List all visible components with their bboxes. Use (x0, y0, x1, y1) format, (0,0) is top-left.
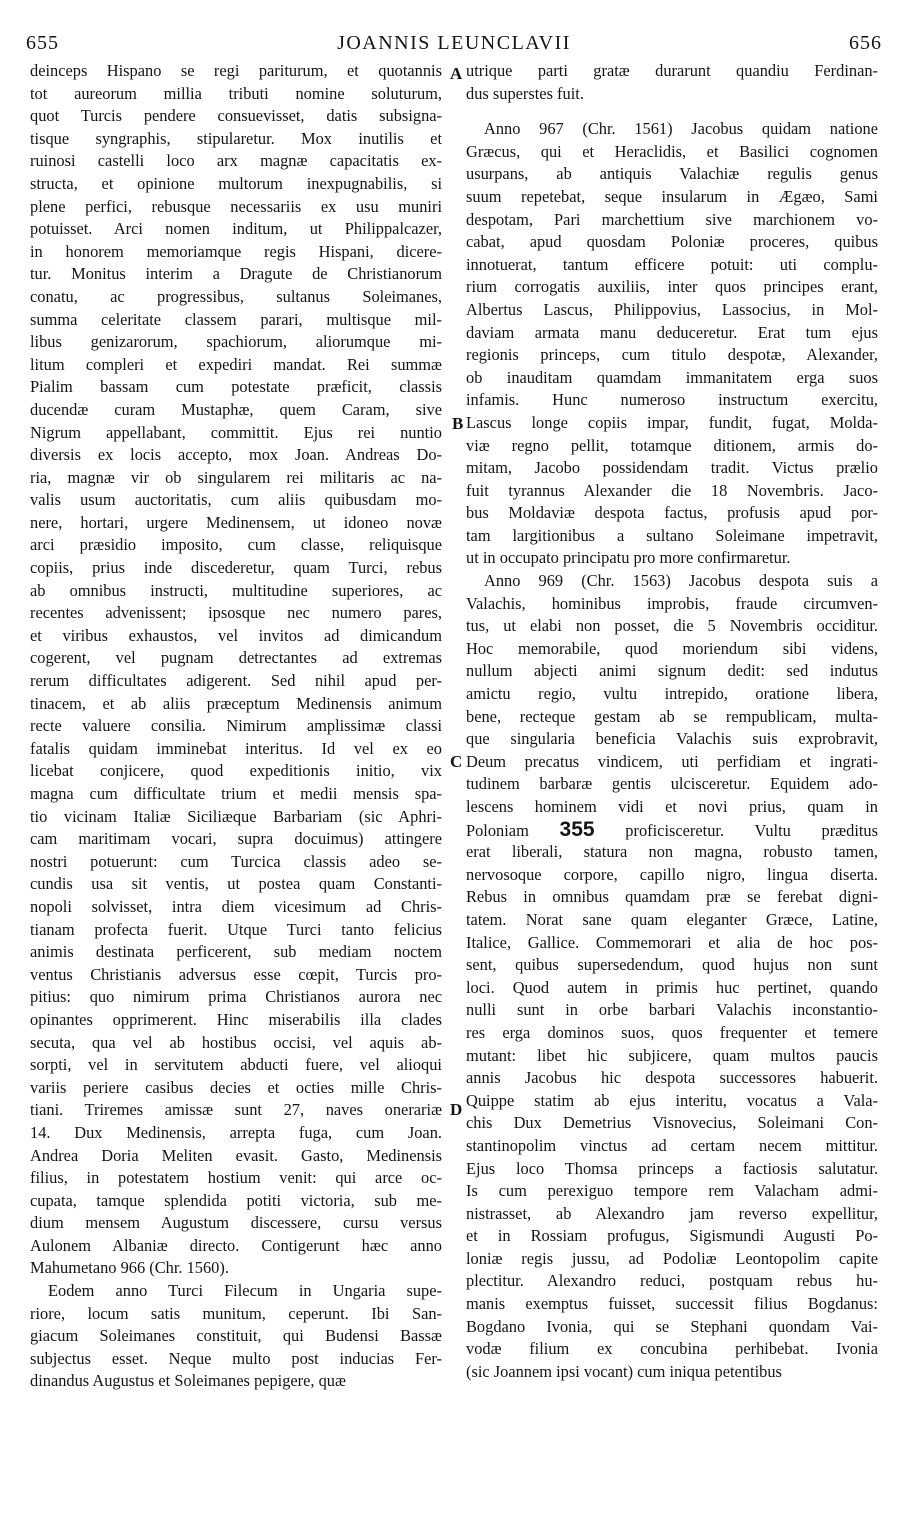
text-line: tio vicinam Italiæ Siciliæque Barbariam (sic Aphri- (30, 806, 442, 826)
text-line: licebat conjicere, quod expeditionis initio, vix (30, 761, 442, 781)
page-number-left: 655 (26, 32, 59, 54)
text-line: filius, in potestatem hostium venit: qui arce oc- (30, 1168, 442, 1188)
text-line: tus, ut elabi non posset, die 5 Novembris occiditur. (466, 616, 878, 636)
text-line: Lascus longe copiis impar, fundit, fugat, Molda- (466, 412, 878, 432)
text-line: variis periere casibus decies et octies mille Chris- (30, 1077, 442, 1097)
text-line: tudinem barbaræ gentis ulcisceretur. Equidem ado- (466, 774, 878, 794)
text-line: dus superstes fuit. (466, 83, 584, 103)
text-line: Bogdano Ivonia, qui se Stephani quondam Vai- (466, 1316, 878, 1336)
text-line: tiani. Triremes amissæ sunt 27, naves onerariæ (30, 1100, 442, 1120)
text-line: opinantes opprimerent. Hinc miserabilis illa clades (30, 1009, 442, 1029)
text-line: Anno 967 (Chr. 1561) Jacobus quidam natione (484, 119, 878, 139)
text-line: Quippe statim ab ejus interitu, vocatus a Vala- (466, 1090, 878, 1110)
text-line: lescens hominem vidi et novi prius, quam in (466, 797, 878, 816)
text-line: amictu regio, vultu intrepido, oratione libera, (466, 684, 878, 704)
text-line: structa, et opinione multorum inexpugnabilis, si (30, 173, 442, 193)
text-line: secuta, qua vel ab hostibus occisi, vel aquis ab- (30, 1032, 442, 1052)
text-line: fatalis quidam imminebat interitus. Id vel ex eo (30, 738, 442, 758)
text-line: Mahumetano 966 (Chr. 1560). (30, 1258, 229, 1278)
text-line: tianam profecta fuerit. Utque Turci tanto felicius (30, 919, 442, 939)
text-line: nostri potuerunt: cum Turcica classis adeo se- (30, 851, 442, 871)
text-line: ob inauditam quamdam immanitatem erga suos (466, 367, 878, 387)
margin-letter-a: A (450, 64, 463, 83)
margin-letter-d: D (450, 1100, 463, 1119)
text-line: viæ regno pellit, totamque ditionem, armis do- (466, 435, 878, 455)
text-line: Poloniam 355 proficisceretur. Vultu præditus (466, 818, 878, 841)
text-line: annis Jacobus hic despota successores habuerit. (466, 1068, 878, 1088)
text-line: ducendæ curam Mustaphæ, quem Caram, sive (30, 399, 442, 419)
text-line: res erga dominos suos, quos frequenter et temere (466, 1022, 878, 1042)
text-line: et viribus exhaustos, vel invitos ad dimicandum (30, 625, 442, 645)
text-line: potuisset. Arci nomen inditum, ut Philippalcazer, (30, 219, 442, 239)
text-line: summa celeritate classem parari, multisque mil- (30, 309, 442, 329)
text-line: usurpans, ab antiquis Valachiæ regulis genus (466, 164, 878, 184)
text-line: nulli sunt in orbe barbari Valachis inconstantio- (466, 1000, 878, 1020)
text-line: rium corrogatis auxiliis, inter quos principes erant, (466, 277, 878, 297)
page-number-right: 656 (849, 32, 882, 54)
text-line: Italice, Gallice. Commemorari et alia de hoc pos- (466, 932, 878, 952)
text-line: bene, recteque gestam ab se rempublicam, multa- (466, 706, 878, 726)
margin-letter-c: C (450, 752, 463, 771)
text-line: Rebus in omnibus quamdam præ se ferebat digni- (466, 887, 878, 907)
text-line: Andrea Doria Meliten evasit. Gasto, Medinensis (30, 1145, 442, 1165)
text-line: Albertus Lascus, Philippovius, Lassocius, in Mol- (466, 299, 878, 319)
text-line: chis Dux Demetrius Visnovecius, Soleimani Con- (466, 1113, 878, 1133)
text-line: utrique parti gratæ durarunt quandiu Ferdinan- (466, 61, 878, 80)
text-line: copiis, prius inde discederetur, quam Turci, rebus (30, 558, 442, 578)
text-line: tatem. Norat sane quam eleganter Græce, Latine, (466, 909, 878, 929)
text-line: riore, locum satis munitum, ceperunt. Ibi San- (30, 1303, 442, 1323)
text-line: ventus Christianis adversus esse cœpit, Turcis pro- (30, 964, 442, 984)
text-line: mutant: libet hic subjicere, quam multos paucis (466, 1045, 878, 1065)
text-line: vodæ filium ex concubina perhibebat. Ivonia (466, 1339, 878, 1359)
text-line: quot Turcis pendere consuevisset, datis subsigna- (30, 106, 442, 126)
text-line: ut in occupato principatu pro more confirmaretur. (466, 548, 791, 568)
text-line: daviam armata manu deduceretur. Erat tum ejus (466, 322, 878, 342)
text-line: Aulonem Albaniæ directo. Contigerunt hæc anno (30, 1235, 442, 1255)
text-line: et in Rossiam profugus, Sigismundi Augusti Po- (466, 1226, 878, 1246)
text-line: Ejus loco Thomsa princeps a factiosis salutatur. (466, 1158, 878, 1178)
text-line: ab omnibus instructi, multitudine superiores, ac (30, 580, 442, 600)
text-line: nere, hortari, urgere Medinensem, ut idoneo novæ (30, 512, 442, 532)
text-line: Pialim bassam cum potestate præficit, classis (30, 377, 442, 397)
text-line: arci præsidio imposito, cum classe, reliquisque (30, 535, 442, 555)
text-line: erat liberali, statura non magna, robusto tamen, (466, 842, 878, 862)
text-line: tam largitionibus a sultano Soleimane impetravit, (466, 525, 878, 545)
text-line: loci. Quod autem in primis huc pertinet, quando (466, 977, 878, 997)
right-column (466, 60, 878, 1383)
text-line: tinacem, et ab aliis præceptum Medinensis animum (30, 693, 442, 713)
inline-number: 355 (559, 818, 595, 841)
text-line: dium mensem Augustum discessere, cursu versus (30, 1213, 442, 1233)
text-line: giacum Soleimanes constituit, qui Budensi Bassæ (30, 1326, 442, 1346)
text-line: Hoc memorabile, quod moriendum sibi videns, (466, 638, 878, 658)
text-line: recte valuere consilia. Nimirum amplissimæ classi (30, 716, 442, 736)
text-line: litum compleri et expediri mandat. Rei summæ (30, 354, 442, 374)
text-line: deinceps Hispano se regi pariturum, et quotannis (30, 61, 442, 80)
text-line: bus Moldaviæ despota factus, profusis apud por- (466, 503, 878, 523)
left-column (30, 60, 442, 1393)
text-line: Valachis, hominibus improbis, fraude circumven- (466, 593, 878, 613)
text-line: stantinopolim vinctus ad certam necem mittitur. (466, 1135, 878, 1155)
text-line: Græcus, qui et Heraclidis, et Basilici cognomen (466, 141, 878, 161)
text-line: ria, magnæ vir ob singularem rei militaris ac na- (30, 467, 442, 487)
text-line: regionis princeps, cum titulo despotæ, Alexander, (466, 345, 878, 365)
margin-letter-b: B (452, 414, 464, 433)
text-line: valis usum auctoritatis, cum aliis quibusdam mo- (30, 490, 442, 510)
text-line: Eodem anno Turci Filecum in Ungaria supe- (48, 1281, 442, 1301)
text-line: Deum precatus vindicem, uti perfidiam et ingrati- (466, 751, 878, 771)
text-line: cam maritimam vocari, supra docuimus) attingere (30, 829, 442, 849)
text-line: fuit tyrannus Alexander die 18 Novembris. Jaco- (466, 480, 878, 500)
text-line: libus genizarorum, spachiorum, aliorumque mi- (30, 332, 442, 352)
text-line: nopoli solvisset, intra diem vicesimum ad Chris- (30, 896, 442, 916)
text-line: cundis usa sit ventis, ut postea quam Constanti- (30, 874, 442, 894)
text-line: loniæ regis jussu, ad Podoliæ Leontopolim capite (466, 1248, 878, 1268)
text-line: rerum difficultates adigerent. Sed nihil apud per- (30, 671, 442, 691)
text-line: in honorem memoriamque regis Hispani, dicere- (30, 241, 442, 261)
text-line: tot aureorum millia tributi nomine soluturum, (30, 83, 442, 103)
text-line: tisque syngraphis, stipularetur. Mox inutilis et (30, 128, 442, 148)
text-line: despotam, Pari marchettium sive marchionem vo- (466, 209, 878, 229)
text-line: 14. Dux Medinensis, arrepta fuga, cum Joan. (30, 1122, 442, 1142)
text-line: Nigrum appellabant, committit. Ejus rei nuntio (30, 422, 442, 442)
text-line: dinandus Augustus et Soleimanes pepigere, quæ (30, 1371, 346, 1391)
text-line: cogerent, vel pugnam detrectantes ad extremas (30, 648, 442, 668)
running-title: JOANNIS LEUNCLAVII (337, 32, 571, 54)
text-line: Anno 969 (Chr. 1563) Jacobus despota suis a (484, 571, 878, 591)
text-line: que singularia beneficia Valachis suis exprobravit, (466, 729, 878, 749)
text-line: nullum abjecti animi signum dedit: sed indutus (466, 661, 878, 681)
text-line: pitius: quo nimirum prima Christianos aurora nec (30, 987, 442, 1007)
text-line: sent, quibus supersedendum, quod hujus non sunt (466, 955, 878, 975)
text-line: diversis ex locis accepto, mox Joan. Andreas Do- (30, 445, 442, 465)
text-line: nervosoque corpore, capillo nigro, lingua diserta. (466, 864, 878, 884)
text-line: Is cum perexiguo tempore rem Valacham admi- (466, 1181, 878, 1201)
text-line: (sic Joannem ipsi vocant) cum iniqua petentibus (466, 1361, 782, 1381)
text-line: infamis. Hunc numeroso instructum exercitu, (466, 390, 878, 410)
text-line: cupata, tamque splendida potiti victoria, sub me- (30, 1190, 442, 1210)
text-line: plectitur. Alexandro reduci, postquam rebus hu- (466, 1271, 878, 1291)
text-line: animis destinata perficerent, sub mediam noctem (30, 942, 442, 962)
text-line: subjectus esset. Neque multo post inducias Fer- (30, 1348, 442, 1368)
text-line: nistrasset, ab Alexandro jam reverso expellitur, (466, 1203, 878, 1223)
text-line: manis exemptus fuisset, successit filius Bogdanus: (466, 1294, 878, 1314)
text-line: ruinosi castelli loco arx magnæ capacitatis ex- (30, 151, 442, 171)
page-header (26, 32, 882, 58)
text-line: conatu, ac progressibus, sultanus Soleimanes, (30, 286, 442, 306)
text-line: suum repetebat, seque insularum in Ægæo, Sami (466, 186, 878, 206)
text-line: sorpti, vel in servitutem abducti fuere, vel alioqui (30, 1055, 442, 1075)
text-line: mitam, Jacobo possidendam tradit. Victus prælio (466, 458, 878, 478)
text-line: plene perfici, rebusque necessariis ex usu muniri (30, 196, 442, 216)
text-line: cabat, apud quosdam Poloniæ proceres, quibus (466, 232, 878, 252)
text-line: tur. Monitus interim a Dragute de Christianorum (30, 264, 442, 284)
text-line: recentes advenissent; ipsosque nec numero pares, (30, 603, 442, 623)
text-line: magna cum difficultate trium et medii mensis spa- (30, 784, 442, 803)
text-line: innotuerat, tantum efficere potuit: uti complu- (466, 254, 878, 274)
